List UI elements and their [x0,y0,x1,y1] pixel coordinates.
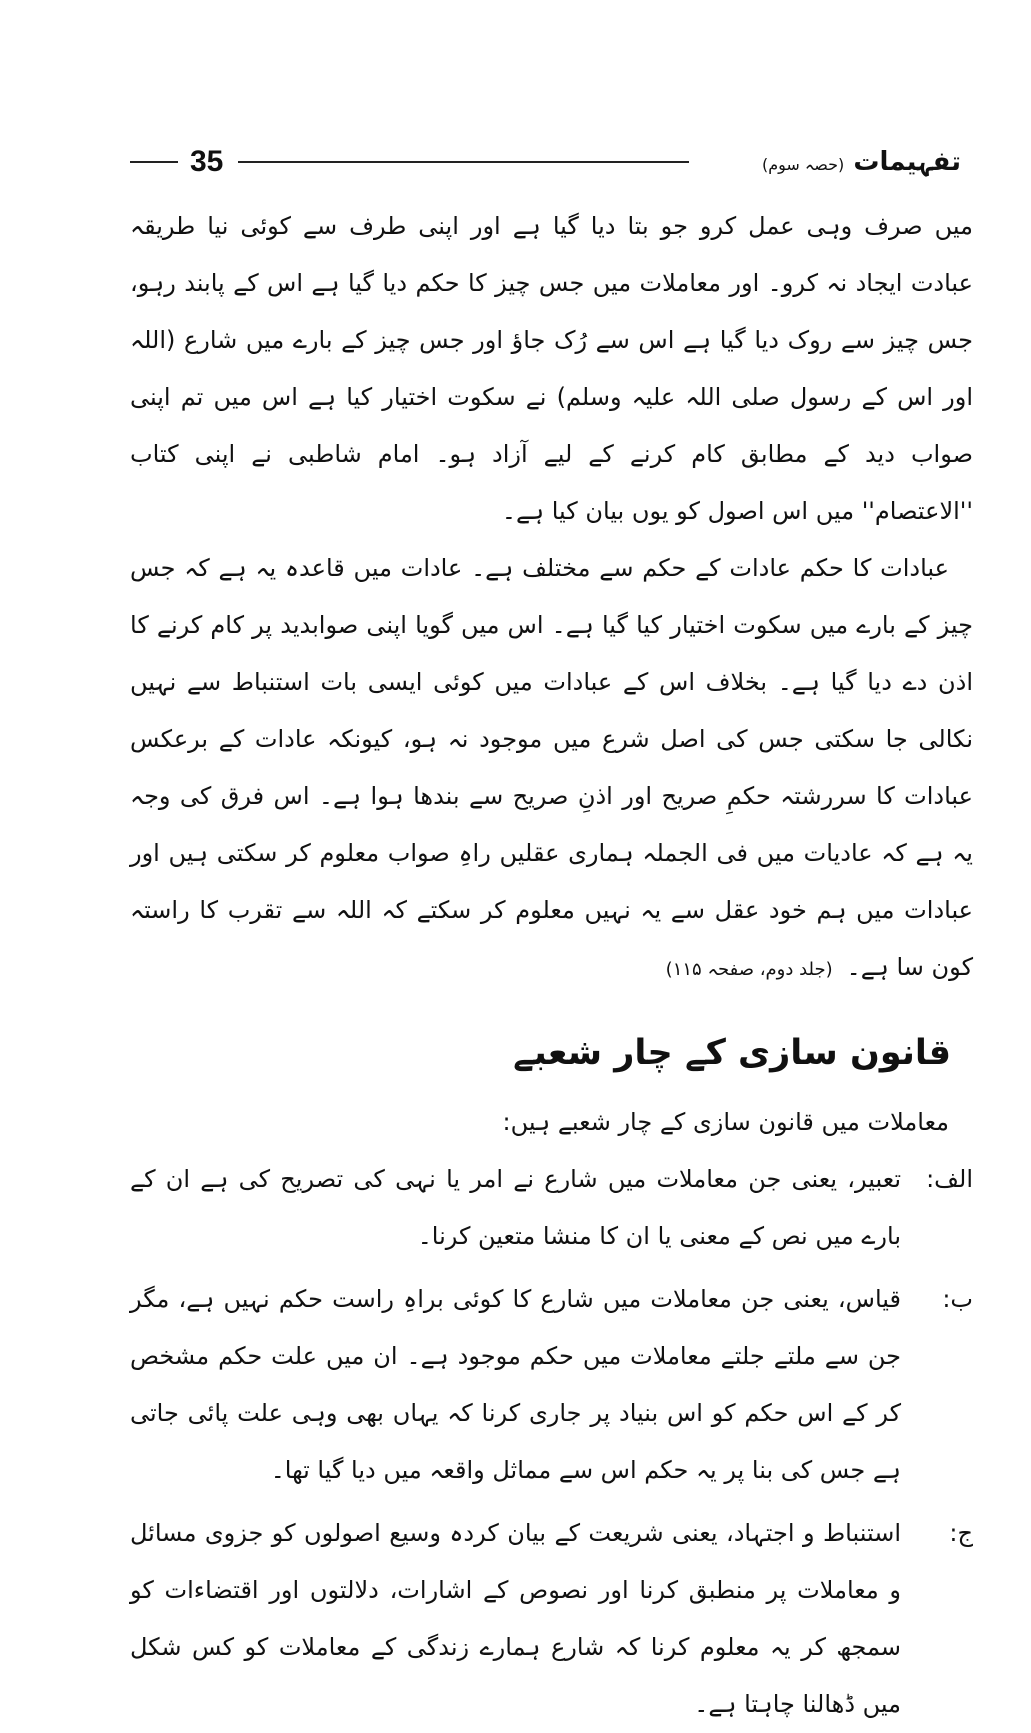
header-rule [238,161,689,163]
quote-text: عبادات کا حکم عادات کے حکم سے مختلف ہے۔ عادات میں قاعدہ یہ ہے کہ جس چیز کے بارے میں سکوت اختیار کیا گیا ہے۔ اس میں گویا اپنی صوابدید پر کام کرنے کا اذن دے دیا گیا ہے۔ بخلاف اس کے عبادات میں کوئی ایسی بات استنباط سے نہیں نکالی جا سکتی جس کی اصل شرع میں موجود نہ ہو، کیونکہ عادات کے برعکس عبادات کا سررشتہ حکمِ صریح اور اذنِ صریح سے بندھا ہوا ہے۔ اس فرق کی وجہ یہ ہے کہ عادیات میں فی الجملہ ہماری عقلیں راہِ صواب معلوم کر سکتی ہیں اور عبادات میں ہم خود عقل سے یہ نہیں معلوم کر سکتے کہ اللہ سے تقرب کا راستہ کون سا ہے۔ [130,554,973,981]
list-item [130,1271,973,1499]
page-number: 35 [190,145,224,178]
section-intro: معاملات میں قانون سازی کے چار شعبے ہیں: [502,1108,949,1136]
list-item-label: الف: [926,1165,973,1193]
list-item-text: تعبیر، یعنی جن معاملات میں شارع نے امر یا نہی کی تصریح کی ہے ان کے بارے میں نص کے معنی یا ان کا منشا متعین کرنا۔ [130,1165,901,1250]
quote-citation: (جلد دوم، صفحہ ۱۱۵) [665,959,833,980]
opening-paragraph: میں صرف وہی عمل کرو جو بتا دیا گیا ہے اور اپنی طرف سے کوئی نیا طریقہ عبادت ایجاد نہ کرو۔ اور معاملات میں جس چیز کا حکم دیا گیا ہے اس کے پابند رہو، جس چیز سے روک دیا گیا ہے اس سے رُک جاؤ اور جس چیز کے بارے میں شارع (اللہ اور اس کے رسول صلی اللہ علیہ وسلم) نے سکوت اختیار کیا ہے اس میں تم اپنی صواب دید کے مطابق کام کرنے کے لیے آزاد ہو۔ امام شاطبی نے اپنی کتاب ''الاعتصام'' میں اس اصول کو یوں بیان کیا ہے۔ [130,212,973,525]
section-heading: قانون سازی کے چار شعبے [513,1033,951,1073]
list-item [130,1505,973,1733]
list-item [130,1151,973,1265]
book-part: (حصہ سوم) [761,155,845,174]
book-title: تفہیمات [853,147,961,177]
header-rule-short [130,161,178,163]
header-title [762,140,961,187]
list-item-label: ب: [942,1285,973,1313]
list-item-text: قیاس، یعنی جن معاملات میں شارع کا کوئی براہِ راست حکم نہیں ہے، مگر جن سے ملتے جلتے معاملات میں حکم موجود ہے۔ ان میں علت حکم مشخص کر کے اس حکم کو اس بنیاد پر جاری کرنا کہ یہاں بھی وہی علت پائی جاتی ہے جس کی بنا پر یہ حکم اس سے مماثل واقعہ میں دیا گیا تھا۔ [130,1285,901,1484]
running-header [130,140,961,184]
quoted-passage [130,540,973,998]
page-body [130,198,973,1733]
list-item-text: استنباط و اجتہاد، یعنی شریعت کے بیان کردہ وسیع اصولوں کو جزوی مسائل و معاملات پر منطبق کرنا اور نصوص کے اشارات، دلالتوں اور اقتضاءات کو سمجھ کر یہ معلوم کرنا کہ شارع ہمارے زندگی کے معاملات کو کس شکل میں ڈھالنا چاہتا ہے۔ [130,1519,901,1718]
list-item-label: ج: [949,1519,973,1547]
